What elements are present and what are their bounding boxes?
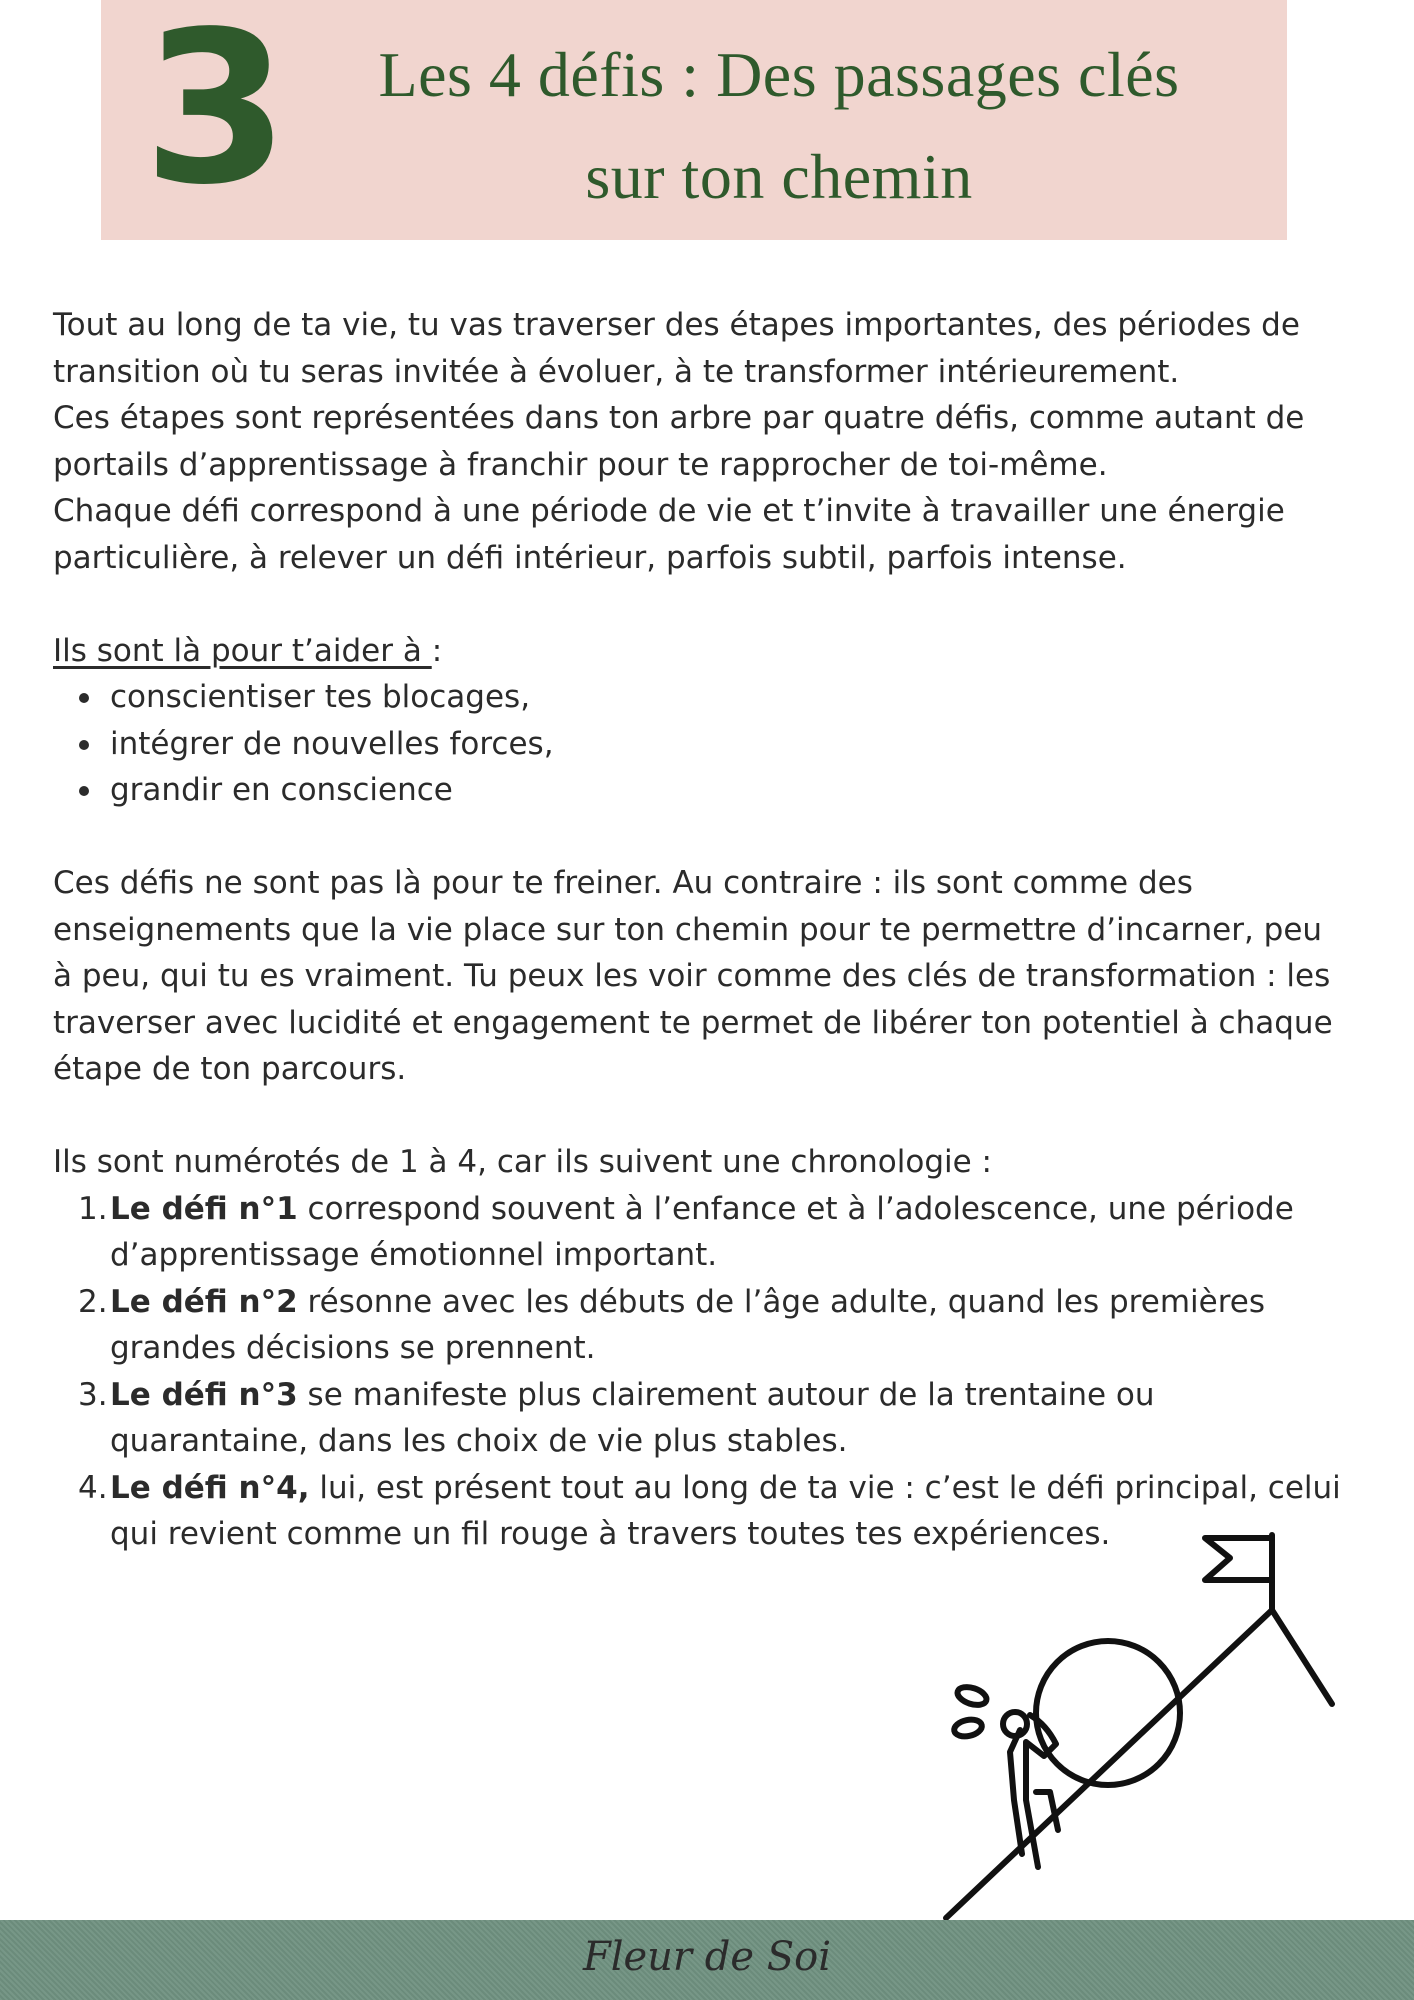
intro-paragraph-1: Tout au long de ta vie, tu vas traverser des étapes importantes, des périodes de transition où tu seras invitée à évoluer, à te transformer intérieurement. [53, 307, 1300, 390]
list-item: grandir en conscience [110, 767, 1343, 814]
slope-line [946, 1610, 1272, 1918]
purpose-heading [53, 628, 1343, 675]
page-title [291, 24, 1267, 228]
defi-title: Le défi n°3 [110, 1376, 298, 1413]
purpose-list [53, 674, 1343, 814]
defi-text: se manifeste plus clairement autour de la trentaine ou quarantaine, dans les choix de vie plus stables. [110, 1376, 1155, 1459]
list-number: 3. [78, 1376, 108, 1413]
chronology-list [53, 1186, 1343, 1558]
defi-text: correspond souvent à l’enfance et à l’adolescence, une période d’apprentissage émotionnel important. [110, 1190, 1294, 1273]
chapter-number: 3 [142, 0, 290, 231]
list-item [78, 1279, 1343, 1372]
sisyphus-illustration [930, 1510, 1350, 1930]
intro-paragraph-3: Chaque défi correspond à une période de vie et t’invite à travailler une énergie particulière, à relever un défi intérieur, parfois subtil, parfois intense. [53, 493, 1285, 576]
list-item [78, 1186, 1343, 1279]
defi-text: résonne avec les débuts de l’âge adulte, quand les premières grandes décisions se prennent. [110, 1283, 1265, 1366]
footer-bar [0, 1920, 1414, 2000]
purpose-label: Ils sont là pour t’aider à [53, 632, 432, 669]
list-item: intégrer de nouvelles forces, [110, 721, 1343, 768]
defi-text: lui, est présent tout au long de ta vie : c’est le défi principal, celui qui revient comme un fil rouge à travers toutes tes expériences. [110, 1469, 1341, 1552]
list-item [78, 1372, 1343, 1465]
list-item: conscientiser tes blocages, [110, 674, 1343, 721]
flag-icon [1205, 1538, 1272, 1580]
person-head [1003, 1712, 1027, 1736]
list-number: 4. [78, 1469, 108, 1506]
defi-title: Le défi n°4, [110, 1469, 310, 1506]
page-title-line-2: sur ton chemin [585, 141, 973, 212]
sweat-drop-icon [955, 1684, 988, 1708]
footer-brand: Fleur de Soi [582, 1934, 832, 1980]
person-back-leg [1010, 1730, 1022, 1854]
explanation-paragraph: Ces défis ne sont pas là pour te freiner. Au contraire : ils sont comme des enseignements que la vie place sur ton chemin pour te permettre d’incarner, peu à peu, qui tu es vraiment. Tu peux les voir comme des clés de transformation : les traverser avec lucidité et engagement te permet de libérer ton potentiel à chaque étape de ton parcours. [53, 865, 1333, 1087]
page-title-line-1: Les 4 défis : Des passages clés [378, 39, 1180, 110]
defi-title: Le défi n°1 [110, 1190, 298, 1227]
list-number: 2. [78, 1283, 108, 1320]
chronology-intro: Ils sont numérotés de 1 à 4, car ils suivent une chronologie : [53, 1144, 992, 1180]
main-content [53, 302, 1343, 1558]
summit-line [1272, 1610, 1332, 1704]
sweat-drop-icon [953, 1717, 984, 1738]
chapter-header [101, 0, 1287, 240]
intro-paragraph-2: Ces étapes sont représentées dans ton arbre par quatre défis, comme autant de portails d’apprentissage à franchir pour te rapprocher de toi-même. [53, 400, 1305, 483]
purpose-colon: : [431, 632, 443, 669]
defi-title: Le défi n°2 [110, 1283, 298, 1320]
list-number: 1. [78, 1190, 108, 1227]
